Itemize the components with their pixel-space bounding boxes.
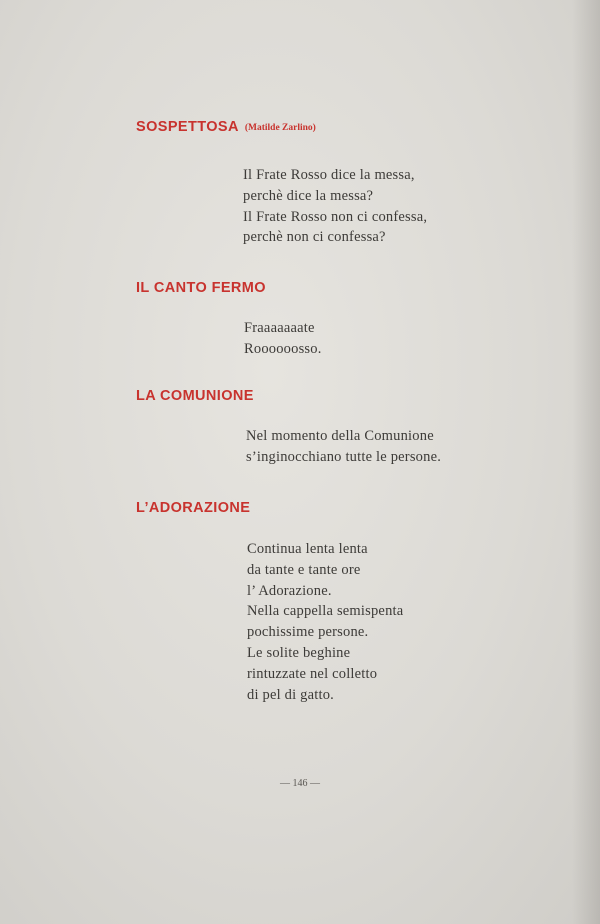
poem-comunione bbox=[246, 426, 441, 468]
poem-line: Nella cappella semispenta bbox=[247, 603, 404, 620]
section-title-sospettosa: SOSPETTOSA (Matilde Zarlino) bbox=[136, 119, 316, 135]
poem-line: l’ Adorazione. bbox=[247, 582, 332, 599]
poem-line: s’inginocchiano tutte le persone. bbox=[246, 448, 442, 465]
section-title-comunione: LA COMUNIONE bbox=[136, 388, 254, 404]
section-title-canto-fermo: IL CANTO FERMO bbox=[136, 280, 266, 296]
poem-line: Nel momento della Comunione bbox=[246, 428, 434, 444]
poem-line: Fraaaaaaate bbox=[244, 320, 315, 336]
poem-line: rintuzzate nel colletto bbox=[247, 665, 378, 682]
poem-canto-fermo bbox=[244, 318, 322, 360]
poem-line: di pel di gatto. bbox=[247, 686, 334, 703]
section-attribution: (Matilde Zarlino) bbox=[244, 123, 316, 133]
page-number: — 146 — bbox=[280, 778, 320, 789]
poem-line: Il Frate Rosso non ci confessa, bbox=[243, 208, 428, 225]
poem-line: perchè non ci confessa? bbox=[243, 229, 386, 246]
poem-line: da tante e tante ore bbox=[247, 561, 361, 578]
section-title-adorazione: L’ADORAZIONE bbox=[136, 500, 251, 516]
poem-line: Continua lenta lenta bbox=[247, 541, 368, 557]
poem-line: perchè dice la messa? bbox=[243, 187, 374, 204]
poem-line: Le solite beghine bbox=[247, 644, 351, 661]
poem-sospettosa bbox=[243, 165, 427, 248]
poem-line: pochissime persone. bbox=[247, 624, 369, 641]
poem-adorazione bbox=[247, 539, 403, 705]
poem-line: Il Frate Rosso dice la messa, bbox=[243, 167, 415, 183]
poem-line: Roooooosso. bbox=[244, 340, 322, 357]
